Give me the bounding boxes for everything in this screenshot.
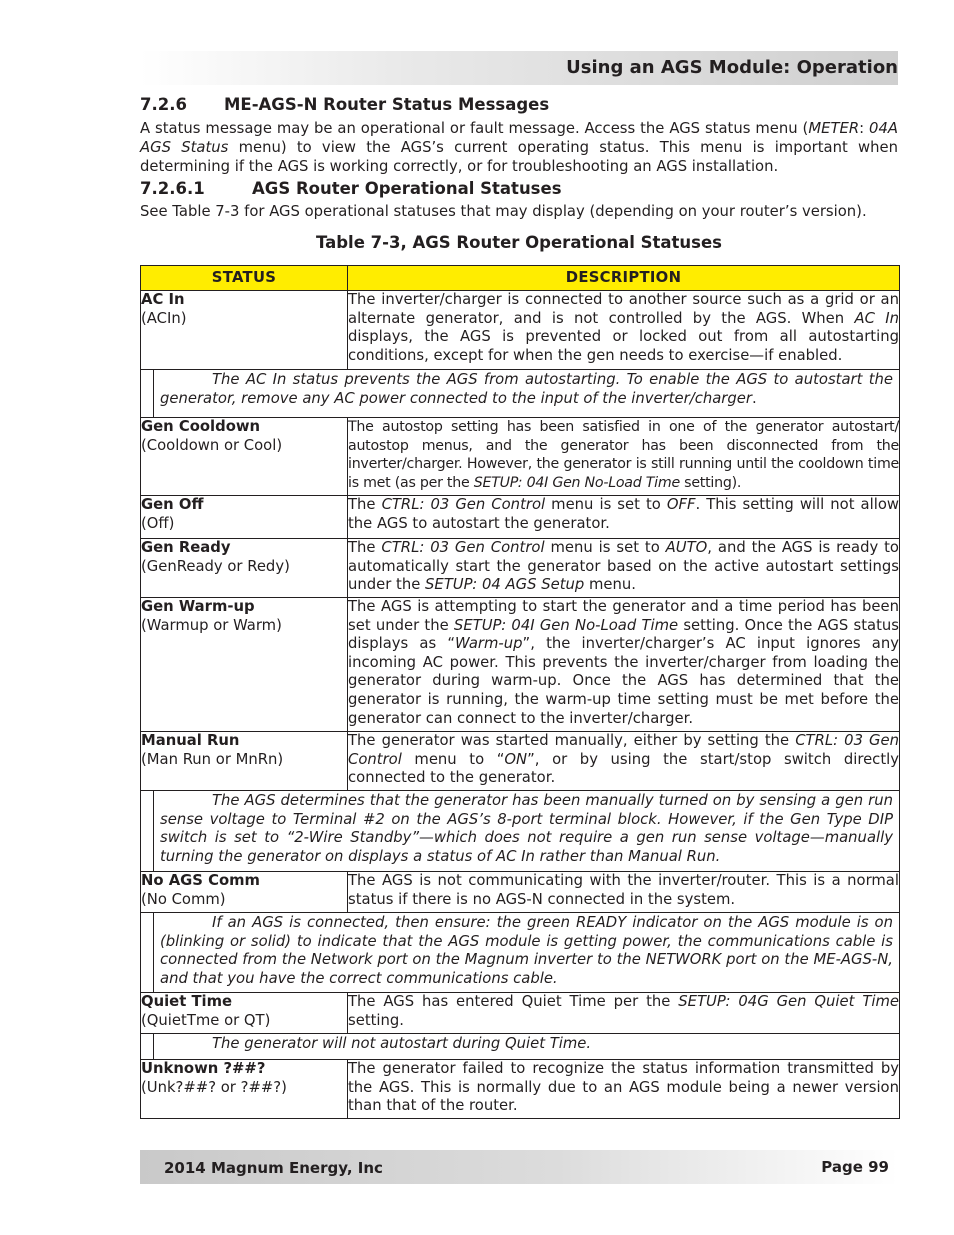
note-text: The AC In status prevents the AGS from autostarting. To enable the AGS to autostart the generator, remove any AC power connected to the input of the inverter/charger. [160,371,893,407]
status-name: AC In [141,291,185,308]
status-table [140,265,900,1119]
page-header-band [140,51,898,85]
status-description: The CTRL: 03 Gen Control menu is set to OFF. This setting will not allow the AGS to autostart the generator. [348,496,900,539]
table-row-gen-cooldown [141,418,900,496]
status-alias: (QuietTme or QT) [141,1011,271,1029]
status-name: Gen Cooldown [141,418,261,435]
footer-page-number: Page 99 [821,1158,889,1176]
status-description: The CTRL: 03 Gen Control menu is set to AUTO, and the AGS is ready to automatically start the generator based on the active autostart settings under the SETUP: 04 AGS Setup menu. [348,539,900,598]
status-alias: (ACIn) [141,309,187,327]
note-row-no-ags-comm [141,913,900,993]
subsection-paragraph: See Table 7-3 for AGS operational statuses that may display (depending on your router’s version). [140,203,867,220]
page-header-title: Using an AGS Module: Operation [566,57,898,78]
note-text: The generator will not autostart during Quiet Time. [212,1035,592,1052]
page-footer-band [140,1150,898,1184]
section-number: 7.2.6 [140,95,187,114]
table-caption: Table 7-3, AGS Router Operational Statuses [315,233,722,252]
note-text: If an AGS is connected, then ensure: the green READY indicator on the AGS module is on (blinking or solid) to indicate that the AGS module is getting power, the communications cable is connected from the Network port on the Magnum inverter to the NETWORK port on the ME-AGS-N, and that you have the correct communications cable. [160,914,893,987]
status-name: Gen Warm-up [141,598,255,615]
status-alias: (Unk?##? or ?##?) [141,1078,287,1096]
status-alias: (No Comm) [141,890,226,908]
status-description: The autostop setting has been satisfied in one of the generator autostart/ autostop menus, and the generator has been disconnected from the inverter/charger. However, the generator is still running until the cooldown time is met (as per the SETUP: 04I Gen No-Load Time setting). [348,418,900,496]
footer-company: 2014 Magnum Energy, Inc [164,1159,383,1177]
table-row-ac-in [141,291,900,370]
status-name: No AGS Comm [141,872,260,889]
status-alias: (Man Run or MnRn) [141,750,284,768]
status-name: Gen Ready [141,539,231,556]
description-column-header: DESCRIPTION [348,266,900,291]
section-heading [140,95,549,114]
status-alias: (Warmup or Warm) [141,616,282,634]
status-alias: (Off) [141,514,175,532]
status-description: The inverter/charger is connected to another source such as a grid or an alternate generator, and is not controlled by the AGS. When AC In displays, the AGS is prevented or locked out from all autostarting conditions, except for when the gen needs to exercise—if enabled. [348,291,900,370]
note-row-ac-in [141,370,900,418]
status-description: The generator failed to recognize the status information transmitted by the AGS. This is normally due to an AGS module being a newer version than that of the router. [348,1060,900,1119]
table-header-row [141,266,900,291]
status-description: The generator was started manually, either by setting the CTRL: 03 Gen Control menu to “ON”, or by using the start/stop switch directly connected to the generator. [348,732,900,791]
note-text: The AGS determines that the generator has been manually turned on by sensing a gen run sense voltage to Terminal #2 on the AGS’s 8-port terminal block. However, if the Gen Type DIP switch is set to “2-Wire Standby”—which does not require a gen run sense voltage—manually turning the generator on displays a status of AC In rather than Manual Run. [160,792,893,865]
table-row-manual-run [141,732,900,791]
status-column-header: STATUS [141,266,348,291]
status-description: The AGS is attempting to start the generator and a time period has been set under the SETUP: 04I Gen No-Load Time setting. Once the AGS status displays as “Warm-up”, the inverter/charger’s AC input ignores any incoming AC power. This prevents the inverter/charger from loading the generator during warm-up. Once the AGS has determined that the generator is running, the warm-up time setting must be met before the generator can connect to the inverter/charger. [348,598,900,732]
table-row-unknown [141,1060,900,1119]
subsection-title: AGS Router Operational Statuses [252,179,562,198]
subsection-number: 7.2.6.1 [140,179,205,198]
status-name: Manual Run [141,732,240,749]
status-name: Quiet Time [141,993,233,1010]
status-description: The AGS has entered Quiet Time per the SETUP: 04G Gen Quiet Time setting. [348,993,900,1034]
status-name: Gen Off [141,496,204,513]
table-row-gen-warm-up [141,598,900,732]
intro-paragraph: A status message may be an operational or fault message. Access the AGS status menu (METER: 04A AGS Status menu) to view the AGS’s current operating status. This menu is important when determining if the AGS is working correctly, or for troubleshooting an AGS installation. [140,120,898,176]
status-name: Unknown ?##? [141,1060,266,1077]
table-row-gen-ready [141,539,900,598]
status-alias: (Cooldown or Cool) [141,436,283,454]
note-row-manual-run [141,791,900,872]
section-title: ME-AGS-N Router Status Messages [224,95,550,114]
status-description: The AGS is not communicating with the inverter/router. This is a normal status if there is no AGS-N connected in the system. [348,872,900,913]
subsection-heading [140,179,562,198]
note-row-quiet-time [141,1034,900,1060]
status-alias: (GenReady or Redy) [141,557,290,575]
table-row-gen-off [141,496,900,539]
table-row-no-ags-comm [141,872,900,913]
table-row-quiet-time [141,993,900,1034]
